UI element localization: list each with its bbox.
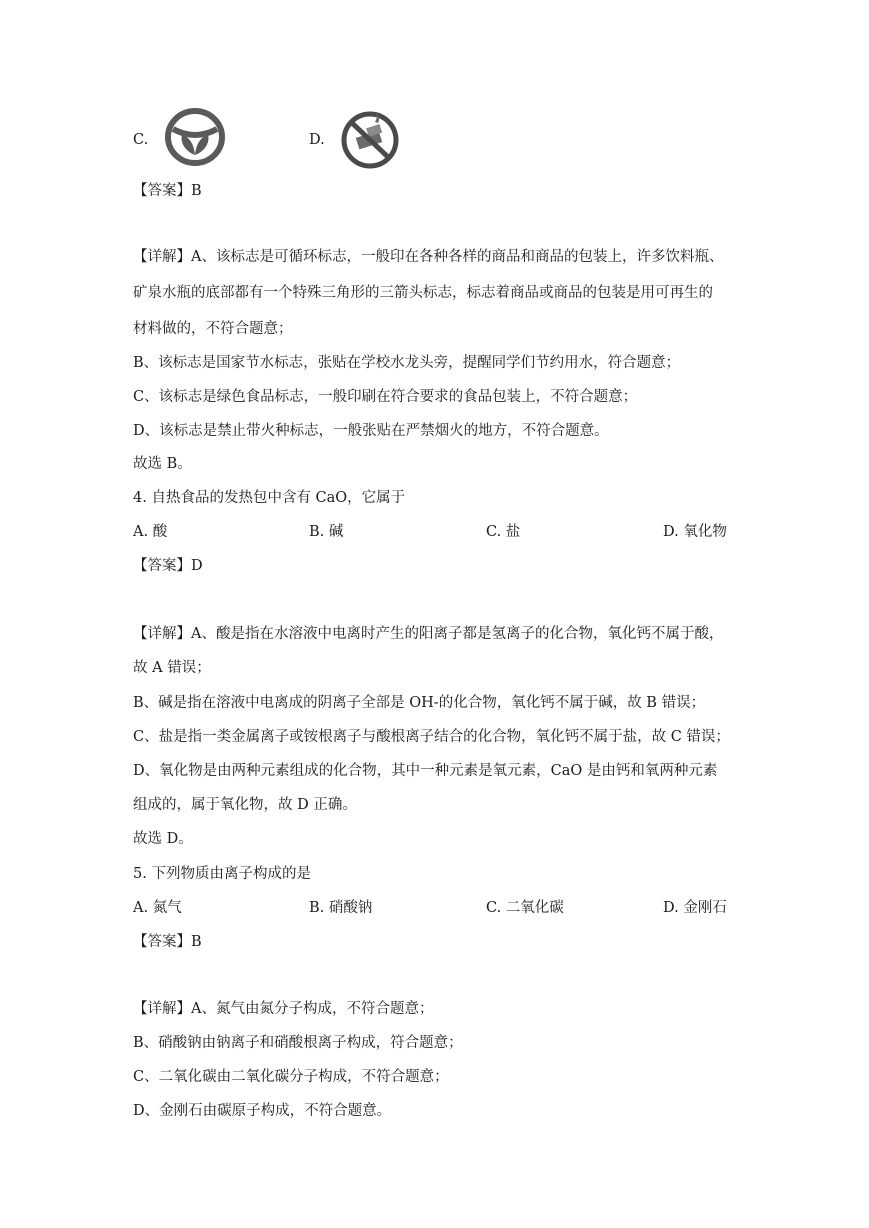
- green-food-logo-icon: [164, 107, 226, 167]
- q4-detail-line: D、氧化物是由两种元素组成的化合物，其中一种元素是氧元素，CaO 是由钙和氧两种元素: [133, 763, 718, 779]
- q5-answer: 【答案】B: [133, 934, 202, 950]
- q3-detail-line: 材料做的，不符合题意；: [133, 321, 293, 337]
- q4-detail-line: 【详解】A、酸是指在水溶液中电离时产生的阳离子都是氢离子的化合物，氧化钙不属于酸，: [133, 626, 724, 642]
- q5-detail-line: B、硝酸钠由钠离子和硝酸根离子构成，符合题意；: [133, 1035, 463, 1051]
- q3-detail-line: 【详解】A、该标志是可循环标志，一般印在各种各样的商品和商品的包装上，许多饮料瓶、: [133, 249, 724, 265]
- q5-stem: 5. 下列物质由离子构成的是: [133, 866, 311, 882]
- option-c-label: C.: [133, 132, 149, 148]
- q5-option-a: A. 氮气: [133, 900, 182, 916]
- q3-detail-line: D、该标志是禁止带火种标志，一般张贴在严禁烟火的地方，不符合题意。: [133, 423, 609, 439]
- q4-option-a: A. 酸: [133, 524, 168, 540]
- q4-option-c: C. 盐: [486, 524, 521, 540]
- no-fire-kindling-sign-icon: [339, 110, 401, 170]
- q4-stem: 4. 自热食品的发热包中含有 CaO，它属于: [133, 490, 406, 506]
- q3-detail-line: B、该标志是国家节水标志，张贴在学校水龙头旁，提醒同学们节约用水，符合题意；: [133, 355, 681, 371]
- q3-detail-line: 故选 B。: [133, 456, 192, 472]
- q4-detail-line: 故选 D。: [133, 831, 193, 847]
- q5-option-c: C. 二氧化碳: [486, 900, 564, 916]
- q3-answer: 【答案】B: [133, 183, 202, 199]
- q5-option-b: B. 硝酸钠: [309, 900, 373, 916]
- q4-detail-line: 组成的，属于氧化物，故 D 正确。: [133, 797, 357, 813]
- q5-detail-line: D、金刚石由碳原子构成，不符合题意。: [133, 1103, 392, 1119]
- q4-option-b: B. 碱: [309, 524, 344, 540]
- q5-detail-line: 【详解】A、氮气由氮分子构成，不符合题意；: [133, 1001, 434, 1017]
- q3-detail-line: C、该标志是绿色食品标志，一般印刷在符合要求的食品包装上，不符合题意；: [133, 389, 638, 405]
- q4-option-d: D. 氧化物: [663, 524, 727, 540]
- q5-option-d: D. 金刚石: [663, 900, 727, 916]
- q5-detail-line: C、二氧化碳由二氧化碳分子构成，不符合题意；: [133, 1069, 449, 1085]
- q4-answer: 【答案】D: [133, 558, 203, 574]
- option-d-label: D.: [309, 132, 325, 148]
- q3-detail-line: 矿泉水瓶的底部都有一个特殊三角形的三箭头标志，标志着商品或商品的包装是用可再生的: [133, 285, 713, 301]
- q4-detail-line: C、盐是指一类金属离子或铵根离子与酸根离子结合的化合物，氧化钙不属于盐，故 C 错误；: [133, 729, 730, 745]
- q4-detail-line: B、碱是指在溶液中电离成的阴离子全部是 OH-的化合物，氧化钙不属于碱，故 B 错误；: [133, 695, 706, 711]
- q4-detail-line: 故 A 错误；: [133, 660, 211, 676]
